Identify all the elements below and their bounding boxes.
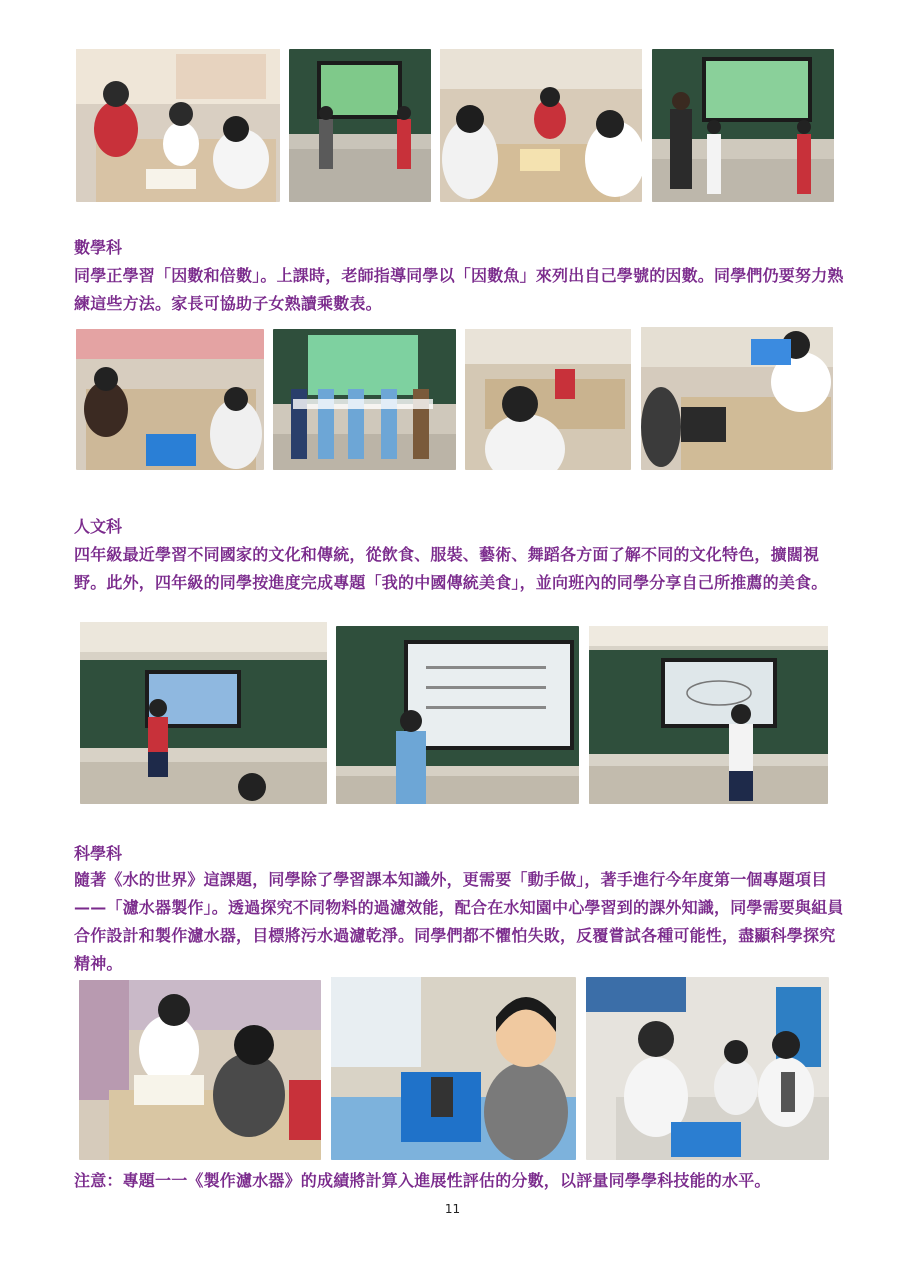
photo-humanities-presentation-1 [80,622,327,804]
science-paragraph: 隨著《水的世界》這課題，同學除了學習課本知識外，更需要「動手做」，著手進行今年度第一個專題項目——「濾水器製作」。透過探究不同物料的過濾效能，配合在水知園中心學習到的課外知識，同學需要與組員合作設計和製作濾水器，目標將污水過濾乾淨。同學們都不懼怕失敗，反覆嘗試各種可能性，盡顯科學探究精神。 [74,870,844,973]
photo-english-group-work [440,49,642,202]
science-note: 注意：專題一一《製作濾水器》的成績將計算入進展性評估的分數，以評量同學學科技能的水平。 [74,1171,771,1190]
photo-math-student-working [465,329,631,470]
photo-humanities-presentation-2 [336,626,579,804]
photo-english-presentation-2 [652,49,834,202]
photo-math-ipad-work [641,327,833,470]
photo-math-students-showing-work [273,329,456,470]
photo-humanities-presentation-3 [589,626,828,804]
humanities-paragraph: 四年級最近學習不同國家的文化和傳統，從飲食、服裝、藝術、舞蹈各方面了解不同的文化特色，擴闊視野。此外，四年級的同學按進度完成專題「我的中國傳統美食」，並向班內的同學分享自己所推薦的美食。 [74,545,828,592]
photo-science-water-filter-group [586,977,829,1160]
math-heading: 數學科 [74,238,123,257]
humanities-heading: 人文科 [74,517,123,536]
photo-english-group-reading [76,49,280,202]
photo-science-recording-notes [79,980,321,1160]
math-paragraph: 同學正學習「因數和倍數」。上課時，老師指導同學以「因數魚」來列出自己學號的因數。同學們仍要努力熟練這些方法。家長可協助子女熟讀乘數表。 [74,266,844,313]
science-heading: 科學科 [74,844,123,863]
page-number: 11 [444,1202,461,1216]
photo-science-water-filter-girl [331,977,576,1160]
photo-math-classroom-tablets [76,329,264,470]
photo-english-presentation-1 [289,49,431,202]
